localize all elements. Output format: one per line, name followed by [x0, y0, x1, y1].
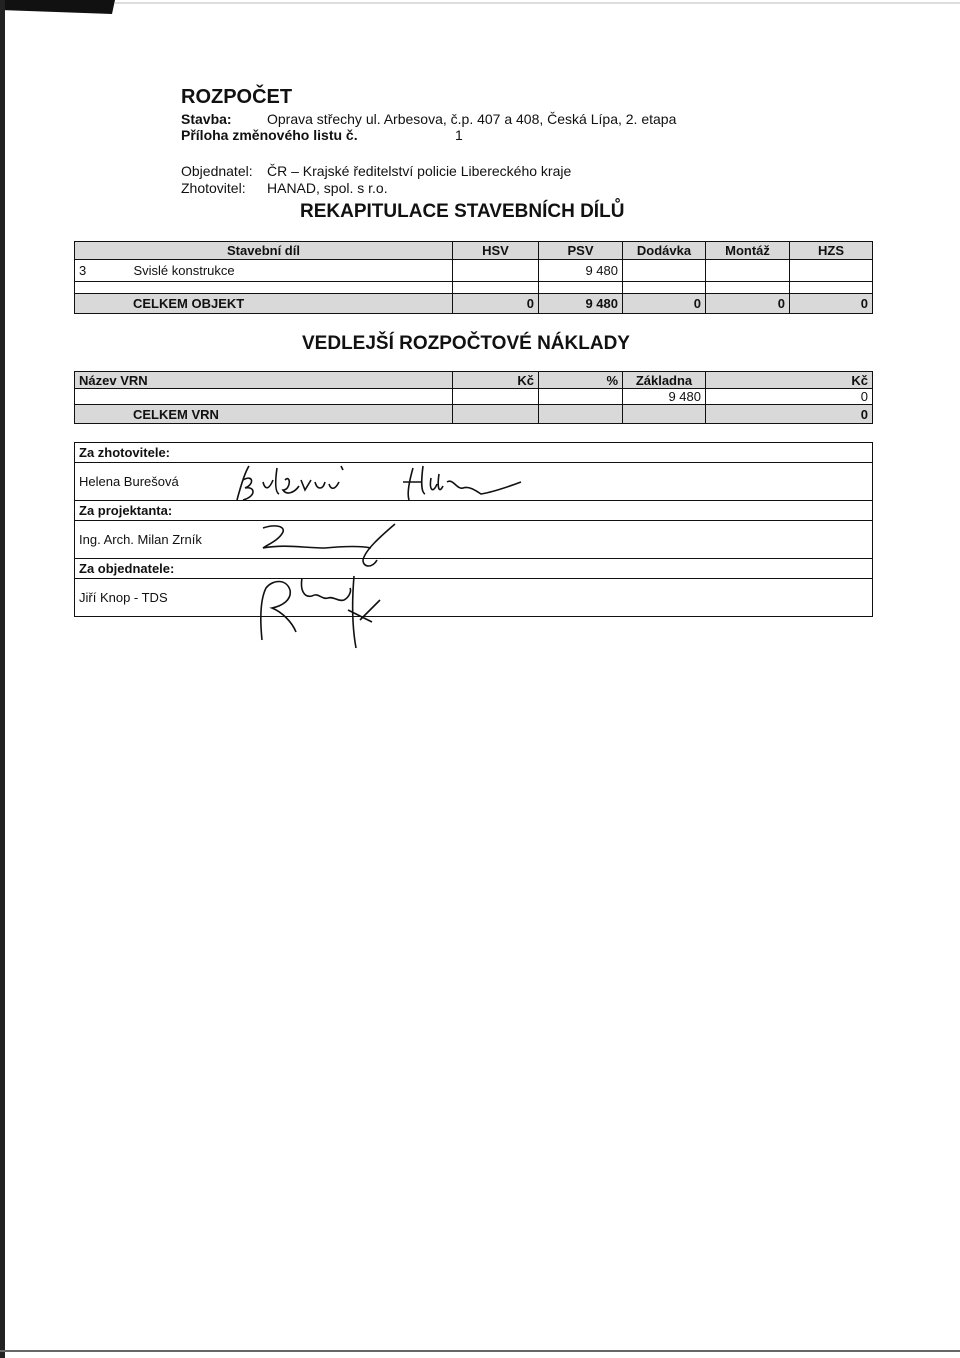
zhotovitel-sign-label: Za zhotovitele: [75, 443, 873, 463]
scan-edge-top [0, 0, 960, 14]
signature-zhotovitel [225, 460, 535, 510]
vrn-table [74, 371, 873, 424]
signature-projektant [255, 520, 415, 570]
objednatel-sign-label: Za objednatele: [75, 559, 873, 579]
col-header-vrn-kc-total: Kč [706, 372, 873, 389]
recap-row-name: Svislé konstrukce [133, 263, 235, 278]
col-header-montaz: Montáž [706, 242, 790, 260]
scan-edge-bottom [0, 1350, 960, 1352]
recap-row-name-cell [75, 260, 453, 282]
recap-row-hzs [790, 260, 873, 282]
vrn-row-kc: 0 [706, 389, 873, 405]
col-header-hsv: HSV [453, 242, 539, 260]
col-header-vrn-percent: % [539, 372, 623, 389]
vrn-title: VEDLEJŠÍ ROZPOČTOVÉ NÁKLADY [302, 333, 630, 354]
projektant-sign-label: Za projektanta: [75, 501, 873, 521]
recap-total-row [75, 294, 873, 314]
recap-total-hzs: 0 [790, 294, 873, 314]
recap-table [74, 241, 873, 314]
zhotovitel-sign-name: Helena Burešová [75, 463, 873, 501]
recap-row-dodavka [623, 260, 706, 282]
col-header-vrn-kc: Kč [453, 372, 539, 389]
recap-total-montaz: 0 [706, 294, 790, 314]
recap-total-dodavka: 0 [623, 294, 706, 314]
page-title: ROZPOČET [181, 86, 293, 108]
stavba-value: Oprava střechy ul. Arbesova, č.p. 407 a 408, Česká Lípa, 2. etapa [267, 111, 677, 127]
col-header-nazev-vrn: Název VRN [75, 372, 453, 389]
recap-total-hsv: 0 [453, 294, 539, 314]
col-header-stavebni-dil: Stavební díl [75, 242, 453, 260]
col-header-psv: PSV [539, 242, 623, 260]
vrn-row-zakladna: 9 480 [623, 389, 706, 405]
signature-objednatel [252, 570, 402, 650]
projektant-sign-name: Ing. Arch. Milan Zrník [75, 521, 873, 559]
zhotovitel-value: HANAD, spol. s r.o. [267, 180, 388, 196]
recap-total-label: CELKEM OBJEKT [75, 294, 453, 314]
col-header-zakladna: Základna [623, 372, 706, 389]
recap-row-psv: 9 480 [539, 260, 623, 282]
objednatel-value: ČR – Krajské ředitelství policie Libereckého kraje [267, 163, 572, 179]
recap-row-hsv [453, 260, 539, 282]
col-header-dodavka: Dodávka [623, 242, 706, 260]
recap-row-num: 3 [79, 263, 87, 278]
col-header-hzs: HZS [790, 242, 873, 260]
priloha-label: Příloha změnového listu č. [181, 127, 358, 143]
recap-total-psv: 9 480 [539, 294, 623, 314]
recap-title: REKAPITULACE STAVEBNÍCH DÍLŮ [300, 201, 625, 222]
scan-edge-left [0, 0, 5, 1358]
vrn-total-row [75, 405, 873, 424]
stavba-label: Stavba: [181, 111, 232, 127]
priloha-value: 1 [455, 127, 463, 143]
vrn-total-kc: 0 [706, 405, 873, 424]
objednatel-label: Objednatel: [181, 163, 253, 179]
table-row [75, 260, 873, 282]
vrn-total-label: CELKEM VRN [75, 405, 453, 424]
table-row [75, 389, 873, 405]
objednatel-sign-name: Jiří Knop - TDS [75, 579, 873, 617]
recap-row-montaz [706, 260, 790, 282]
zhotovitel-label: Zhotovitel: [181, 180, 246, 196]
